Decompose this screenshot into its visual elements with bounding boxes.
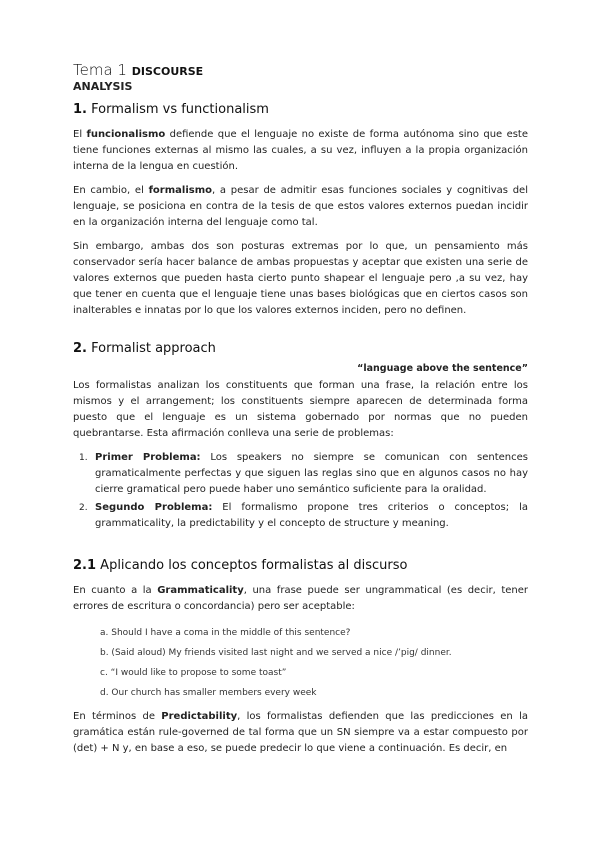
term-grammaticality: Grammaticality [157, 585, 244, 596]
example-item: b. (Said aloud) My friends visited last night and we served a nice /’pig/ dinner. [100, 648, 452, 658]
section-1-paragraph-3: Sin embargo, ambas dos son posturas extremas por lo que, un pensamiento más conservador sería hacer balance de ambas propuestas y aceptar que existen una serie de valores externos que pueden hasta cierto punto shapear el lenguaje pero ,a su vez, hay que tener en cuenta que el lenguaje tiene unas bases biológicas que en ciertos casos son inalterables e innatas por lo que los valores externos inciden, pero no definen. [73, 241, 528, 316]
list-item-label: Primer Problema: [95, 452, 201, 463]
section-2-1-paragraph-1 [73, 583, 528, 615]
spacer [73, 546, 528, 558]
title-bold-1: DISCOURSE [131, 65, 204, 78]
section-2-quote: “language above the sentence” [357, 363, 528, 374]
section-2-1-heading [73, 558, 528, 574]
section-2-number: 2. [73, 341, 87, 356]
text-run: defiende que el lenguaje no existe de forma autónoma sino que este tiene funciones externas al mismo las cuales, a su vez, influyen a la propia organización interna de la lengua en cuestión. [73, 129, 529, 172]
section-2-heading-text: Formalist approach [91, 341, 216, 356]
term-formalismo: formalismo [148, 185, 212, 196]
term-predictability: Predictability [161, 711, 238, 722]
section-2-1-heading-text: Aplicando los conceptos formalistas al discurso [100, 558, 408, 573]
spacer [73, 327, 528, 341]
list-item-text: Los speakers no siempre se comunican con sentences gramaticalmente perfectas y que siguen las reglas sino que en algunos casos no hay cierre gramatical pero puede haber uno semántico suficiente para la oralidad. [95, 452, 528, 495]
text-run: En cambio, el [73, 185, 149, 196]
list-item-text: El formalismo propone tres criterios o conceptos; la grammaticality, la predictability y el concepto de structure y meaning. [95, 502, 528, 529]
section-2-1-number: 2.1 [73, 558, 97, 573]
examples-list [100, 623, 528, 703]
problems-list [73, 450, 528, 532]
list-item-label: Segundo Problema: [95, 502, 213, 513]
section-2-paragraph-1: Los formalistas analizan los constituents que forman una frase, la relación entre los mismos y el arrangement; los constituents siempre aparecen de determinada forma puesto que el lenguaje es un sistema gobernado por normas que no pueden quebrantarse. Esta afirmación conlleva una serie de problemas: [73, 380, 528, 439]
text-run: El [73, 129, 87, 140]
section-1-paragraph-1 [73, 127, 528, 175]
section-1-paragraph-2 [73, 183, 528, 231]
title-bold-2: ANALYSIS [73, 80, 133, 93]
section-1-heading [73, 102, 528, 118]
text-run: , los formalistas defienden que las predicciones en la gramática están rule-governed de tal forma que un SN siempre va a estar compuesto por (det) + N y, en base a eso, se puede predecir lo que viene a continuación. Es decir, en [73, 711, 528, 754]
list-item [73, 500, 528, 532]
example-item: c. “I would like to propose to some toast” [100, 668, 287, 678]
list-item [73, 450, 528, 498]
text-run: En términos de [73, 711, 162, 722]
text-run: En cuanto a la [73, 585, 158, 596]
section-2-heading [73, 341, 528, 357]
text-run: , a pesar de admitir esas funciones sociales y cognitivas del lenguaje, se posiciona en contra de la tesis de que estos valores externos puedan incidir en la organización interna del lenguaje como tal. [73, 185, 528, 228]
list-item-number: 2. [79, 503, 88, 513]
section-1-heading-text: Formalism vs functionalism [91, 102, 269, 117]
term-funcionalismo: funcionalismo [86, 129, 166, 140]
document-page [73, 62, 528, 765]
title-prefix: Tema 1 [73, 61, 127, 79]
text-run: , una frase puede ser ungrammatical (es decir, tener errores de escritura o concordancia) pero ser aceptable: [73, 585, 528, 612]
list-item-number: 1. [79, 453, 88, 463]
section-2-1-paragraph-2 [73, 709, 528, 757]
example-item: a. Should I have a coma in the middle of this sentence? [100, 628, 351, 638]
example-item: d. Our church has smaller members every week [100, 688, 317, 698]
document-title [73, 62, 528, 80]
section-1-number: 1. [73, 102, 87, 117]
